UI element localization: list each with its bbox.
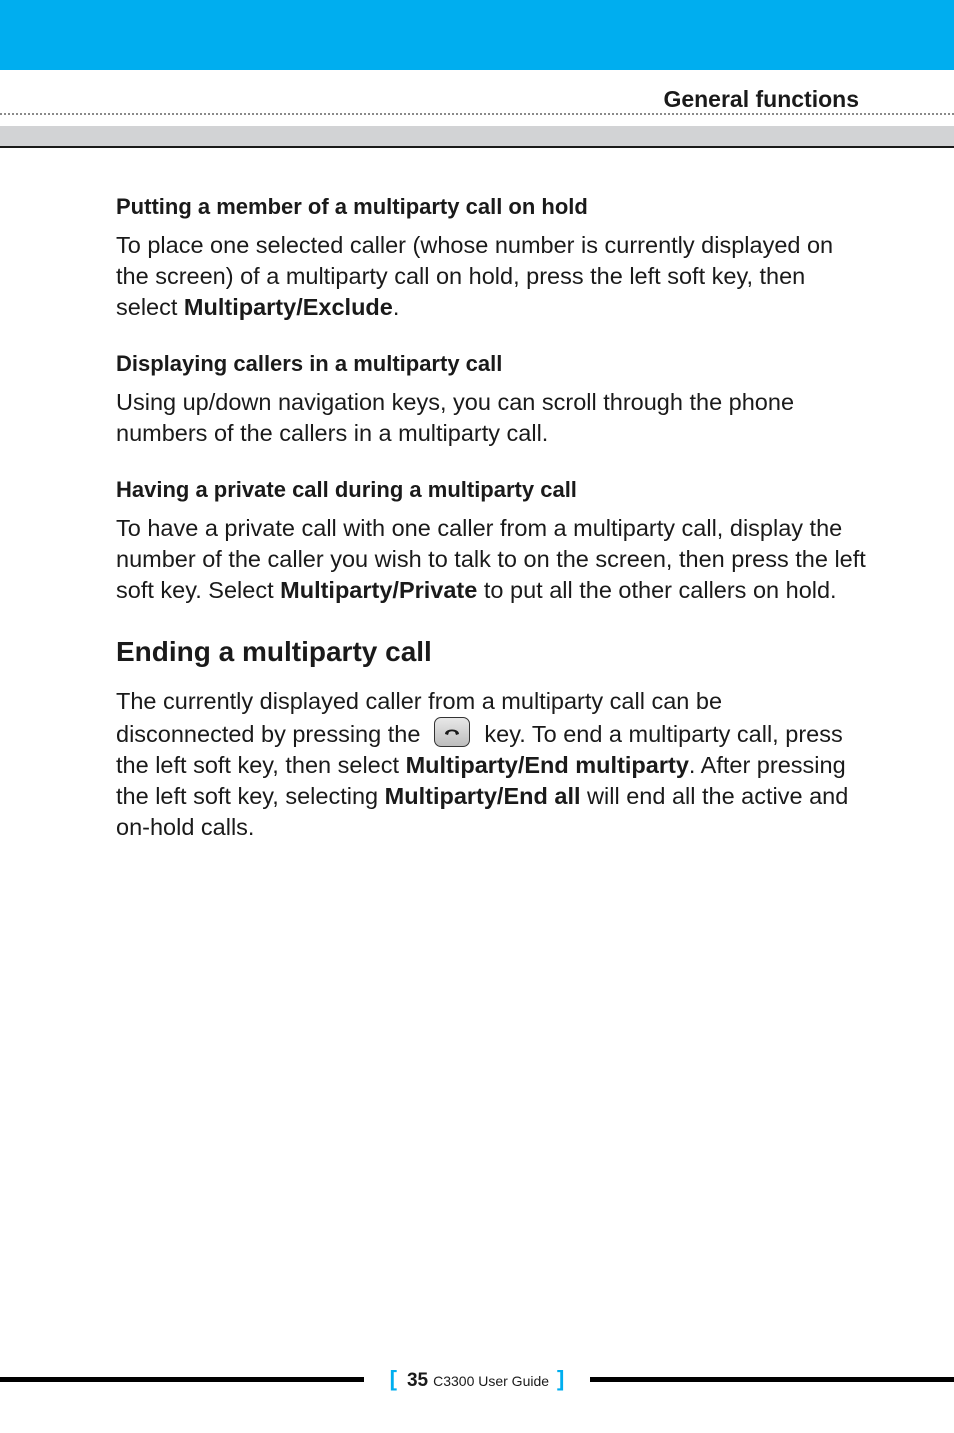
paragraph-hold-member [116,230,866,323]
page-content [116,192,866,843]
footer-page-label [364,1366,590,1392]
menu-path-end-all: Multiparty/End all [384,783,581,809]
dotted-divider [0,113,954,115]
phone-handset-icon [443,724,461,738]
paragraph-display-callers [116,387,866,449]
menu-path-end-multiparty: Multiparty/End multiparty [405,752,689,778]
section-title: General functions [663,86,859,112]
paragraph-text: . After pressing the left soft key, selecting [116,752,846,809]
menu-path-exclude: Multiparty/Exclude [183,294,393,320]
paragraph-text: To have a private call with one caller from a multiparty call, display the number of the caller you wish to talk to on the screen, then press the left soft key. Select [116,515,866,603]
end-call-key-icon [434,717,470,747]
footer-rule-right [590,1377,954,1382]
paragraph-text: Using up/down navigation keys, you can scroll through the phone numbers of the callers in a multiparty call. [116,389,795,446]
paragraph-text: . [392,294,400,320]
paragraph-ending-multiparty [116,686,866,843]
footer-bracket-close: ] [557,1366,565,1391]
guide-name: C3300 User Guide [433,1373,550,1389]
paragraph-text: key. To end a multiparty call, press the left soft key, then select [116,721,843,778]
paragraph-text: will end all the active and on-hold calls. [116,783,849,840]
footer-bracket-open: [ [389,1366,397,1391]
heading-hold-member: Putting a member of a multiparty call on hold [116,194,588,219]
header-color-band [0,0,954,70]
paragraph-private-call [116,513,866,606]
heading-private-call: Having a private call during a multiparty call [116,477,577,502]
paragraph-text: to put all the other callers on hold. [477,577,837,603]
menu-path-private: Multiparty/Private [280,577,478,603]
paragraph-text: To place one selected caller (whose number is currently displayed on the screen) of a multiparty call on hold, press the left soft key, then select [116,232,834,320]
footer-rule-left [0,1377,364,1382]
heading-ending-multiparty: Ending a multiparty call [116,636,432,667]
paragraph-text: The currently displayed caller from a multiparty call can be disconnected by pressing the [116,688,723,747]
heading-display-callers: Displaying callers in a multiparty call [116,351,503,376]
page-number: 35 [406,1370,429,1391]
header-grey-band [0,126,954,148]
